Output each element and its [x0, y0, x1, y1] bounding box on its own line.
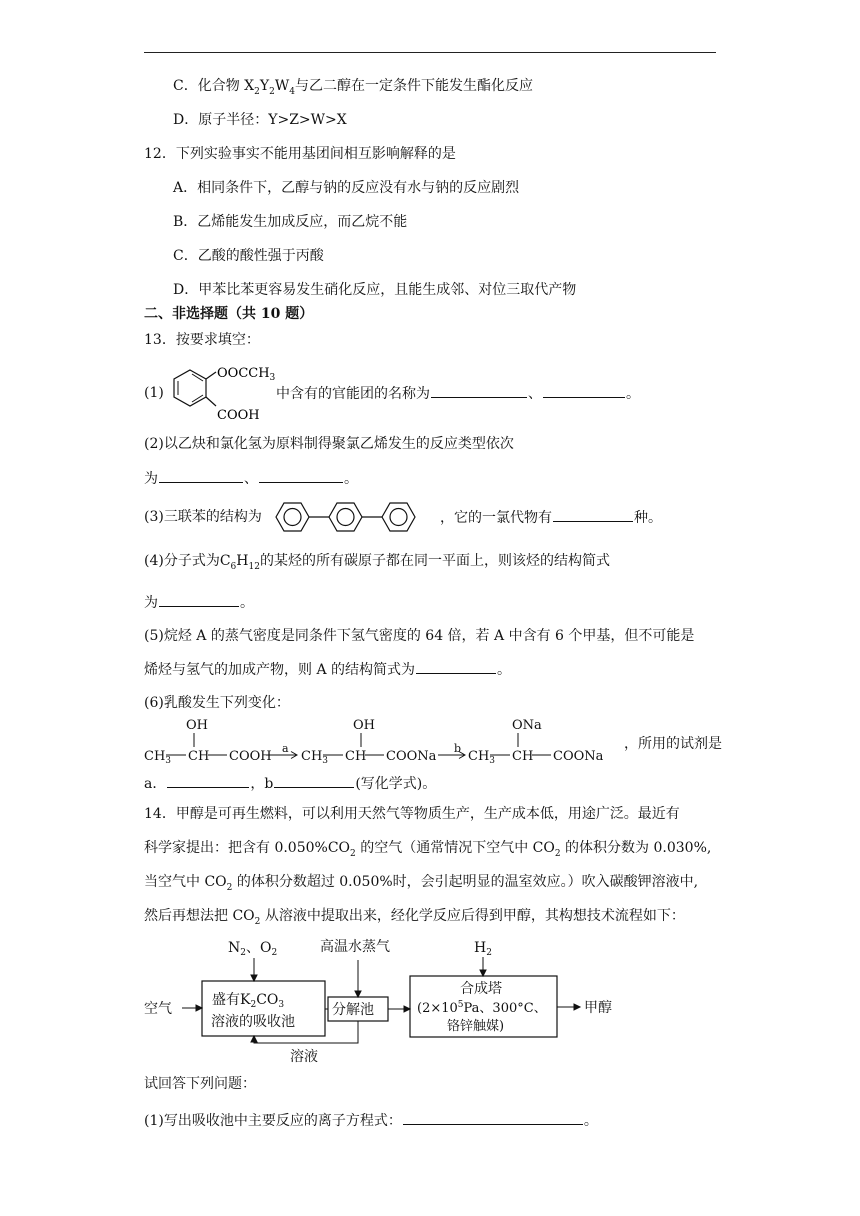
- formula-ch-1: CH: [188, 749, 210, 764]
- formula-methyl-1: $CH_3$: [144, 749, 172, 766]
- arrow-label-b: b: [454, 742, 462, 755]
- q13-p2-text: (2)以乙炔和氯化氢为原料制得聚氯乙烯发生的反应类型依次: [144, 436, 514, 452]
- q13-stem: 13．按要求填空：: [144, 332, 260, 348]
- q14-line-1: 14．甲醇是可再生燃料，可以利用天然气等物质生产，生产成本低，用途广泛。最近有: [144, 806, 680, 822]
- q14-line-4: 然后再想法把 $CO_2$ 从溶液中提取出来，经化学反应后得到甲醇，其构想技术流程如下：: [144, 908, 685, 927]
- aspirin-structure: [150, 360, 274, 424]
- q14-p1: (1)写出吸收池中主要反应的离子方程式： 。: [144, 1110, 598, 1131]
- q12-option-a: A．相同条件下，乙醇与钠的反应没有水与钠的反应剧烈: [173, 180, 520, 196]
- formula-ch-2: CH: [345, 749, 367, 764]
- answer-blank[interactable]: [403, 1110, 583, 1125]
- q14-line-2: 科学家提出：把含有 $0.050\%CO_2$ 的空气（通常情况下空气中 $CO_2$ 的体积分数为 0.030%,: [144, 840, 712, 859]
- answer-blank[interactable]: [553, 507, 633, 522]
- absorption-pool-line-2: 溶液的吸收池: [211, 1014, 295, 1030]
- q14-line-3: 当空气中 $CO_2$ 的体积分数超过 0.050%时，会引起明显的温室效应。）吹入碳酸钾溶液中,: [144, 874, 699, 893]
- q13-p5-text: (5)烷烃 A 的蒸气密度是同条件下氢气密度的 64 倍，若 A 中含有 6 个甲基，但不可能是: [144, 628, 695, 644]
- answer-blank[interactable]: [274, 773, 354, 788]
- formula-coona-1: COONa: [386, 749, 437, 764]
- q13-p6-tail: ，所用的试剂是: [624, 736, 722, 752]
- label-n2-o2: $N_2$、$O_2$: [228, 940, 278, 958]
- formula-methyl-3: $CH_3$: [468, 749, 496, 766]
- q12-option-c: C．乙酸的酸性强于丙酸: [173, 248, 324, 264]
- q13-p1-num: (1): [144, 385, 164, 401]
- answer-blank[interactable]: [159, 468, 243, 483]
- synthesis-tower-conditions: ($2\times 10^5Pa$、300°C、: [417, 1000, 547, 1016]
- formula-coona-2: COONa: [553, 749, 604, 764]
- label-solution: 溶液: [290, 1049, 318, 1065]
- substituent-ester: $OOCCH_3$: [217, 366, 276, 383]
- formula-cooh: COOH: [229, 749, 272, 764]
- q12-stem: 12．下列实验事实不能用基团间相互影响解释的是: [144, 146, 456, 162]
- synthesis-tower-title: 合成塔: [460, 981, 502, 997]
- label-h2: $H_2$: [474, 940, 492, 958]
- label-methanol: 甲醇: [584, 1000, 612, 1016]
- terphenyl-structure: [268, 496, 440, 538]
- formula-methyl-2: $CH_3$: [301, 749, 329, 766]
- formula-ch-3: CH: [512, 749, 534, 764]
- q13-p3-text2: ，它的一氯代物有 种。: [440, 507, 662, 528]
- label-air: 空气: [144, 1001, 172, 1017]
- q12-option-b: B．乙烯能发生加成反应，而乙烷不能: [173, 214, 408, 230]
- q13-p6-answers: a． ，b (写化学式)。: [144, 773, 436, 794]
- label-oh-1: OH: [186, 718, 208, 733]
- answer-blank[interactable]: [416, 659, 496, 674]
- label-oh-2: OH: [353, 718, 375, 733]
- arrow-label-a: a: [282, 742, 289, 755]
- q11-option-c: C．化合物 $X_2Y_2W_4$与乙二醇在一定条件下能发生酯化反应: [173, 78, 533, 97]
- q12-option-d: D．甲苯比苯更容易发生硝化反应，且能生成邻、对位三取代产物: [173, 282, 577, 298]
- answer-blank[interactable]: [543, 383, 625, 398]
- label-ona: ONa: [512, 718, 542, 733]
- process-flow-diagram: [140, 930, 630, 1070]
- q13-p2-text2: 为 、 。: [144, 468, 358, 489]
- q14-ask: 试回答下列问题：: [144, 1076, 256, 1092]
- answer-blank[interactable]: [167, 773, 249, 788]
- decomposition-pool-label: 分解池: [332, 1002, 374, 1018]
- q13-p5-text2: 烯烃与氢气的加成产物，则 A 的结构简式为 。: [144, 659, 511, 680]
- section-heading: 二、非选择题（共 10 题）: [144, 306, 314, 322]
- q11-option-d: D．原子半径：Y>Z>W>X: [173, 112, 347, 128]
- q13-p6-text: (6)乳酸发生下列变化：: [144, 695, 290, 711]
- synthesis-tower-catalyst: 铬锌触媒): [447, 1019, 505, 1034]
- label-steam: 高温水蒸气: [320, 939, 390, 955]
- q13-p4-text: (4)分子式为$C_6H_{12}$的某烃的所有碳原子都在同一平面上，则该烃的结构简式: [144, 553, 610, 572]
- lactic-acid-reaction: [144, 714, 614, 764]
- answer-blank[interactable]: [159, 592, 239, 607]
- answer-blank[interactable]: [431, 383, 527, 398]
- answer-blank[interactable]: [259, 468, 343, 483]
- q13-p1-text: 中含有的官能团的名称为 、 。: [276, 383, 640, 404]
- header-rule: [144, 52, 716, 53]
- absorption-pool-line-1: 盛有$K_2CO_3$: [212, 992, 285, 1010]
- substituent-carboxyl: COOH: [217, 408, 260, 423]
- q13-p4-text2: 为 。: [144, 592, 254, 613]
- q13-p3-text: (3)三联苯的结构为: [144, 509, 262, 525]
